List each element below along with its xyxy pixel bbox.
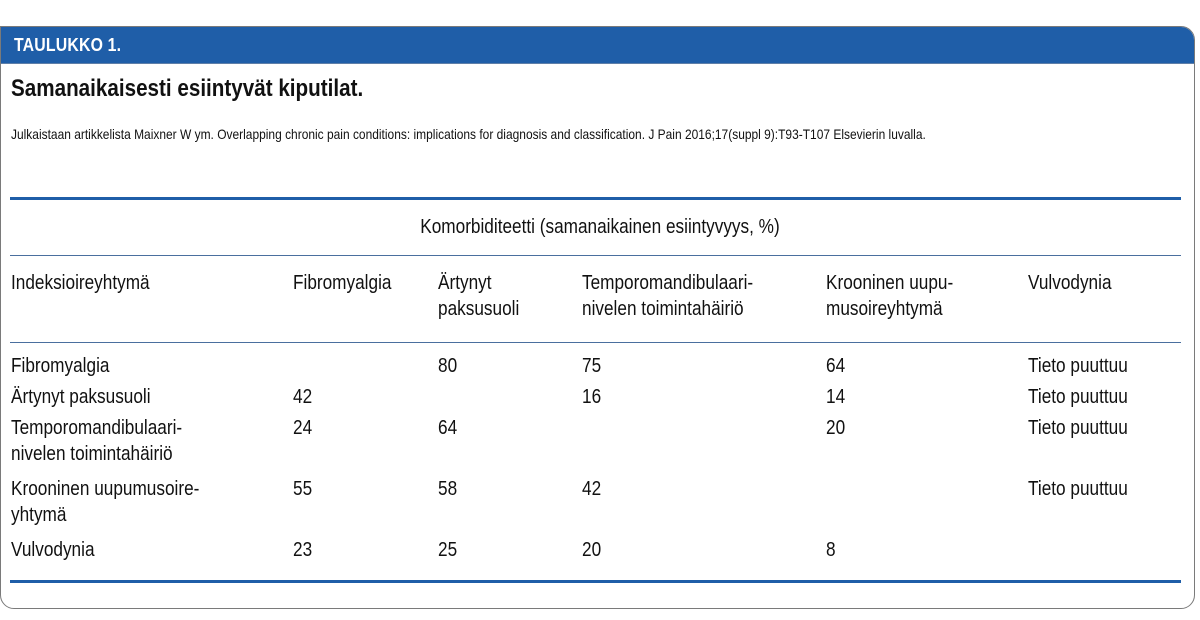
table-cell: 58 [438,478,458,500]
table-cell: Tieto puuttuu [1028,478,1128,500]
table-cell: Tieto puuttuu [1028,417,1128,439]
row-label [11,476,199,528]
table-cell: 24 [293,417,313,439]
row-label-line: nivelen toimintahäiriö [11,443,173,465]
bottom-rule [10,580,1181,583]
row-label-line: Fibromyalgia [11,355,110,377]
column-header-line: Krooninen uupu- [826,272,954,294]
table-cell: 23 [293,539,313,561]
table-cell: 20 [582,539,602,561]
row-label-line: Vulvodynia [11,539,95,561]
row-label-line: Ärtynyt paksusuoli [11,386,151,408]
column-header-line: Fibromyalgia [293,272,392,294]
table-cell: 8 [826,539,836,561]
row-label [11,384,151,410]
table-cell: 14 [826,386,846,408]
table-number-label: TAULUKKO 1. [14,35,122,55]
column-header-line: Indeksioireyhtymä [11,272,150,294]
column-header-line: Vulvodynia [1028,272,1112,294]
comorbidity-group-header [0,216,1200,239]
group-header-rule [10,255,1181,256]
column-header [438,270,519,322]
column-header-line: nivelen toimintahäiriö [582,298,744,320]
column-header-line: paksusuoli [438,298,520,320]
column-header-line: Ärtynyt [438,272,492,294]
column-header [11,270,150,296]
table-cell: 42 [293,386,313,408]
table-cell: 55 [293,478,313,500]
table-cell: 64 [826,355,846,377]
column-header [826,270,953,322]
row-label-line: Krooninen uupumusoire- [11,478,200,500]
top-rule [10,197,1181,200]
row-label-line: yhtymä [11,504,67,526]
table-cell: 80 [438,355,458,377]
column-header [582,270,753,322]
column-header-line: Temporomandibulaari- [582,272,754,294]
table-cell: 25 [438,539,458,561]
column-header [1028,270,1112,296]
column-header-line: musoireyhtymä [826,298,943,320]
table-cell: 64 [438,417,458,439]
row-label-line: Temporomandibulaari- [11,417,183,439]
table-cell: Tieto puuttuu [1028,355,1128,377]
source-citation: Julkaistaan artikkelista Maixner W ym. Overlapping chronic pain conditions: implications for diagnosis and classification. J Pain 2016;17(suppl 9):T93-T107 Elsevierin luvalla. [11,126,926,142]
table-cell: Tieto puuttuu [1028,386,1128,408]
column-header-rule [10,342,1181,343]
table-cell: 20 [826,417,846,439]
table-cell: 16 [582,386,602,408]
table-header-bar [1,27,1194,64]
comorbidity-group-header-text: Komorbiditeetti (samanaikainen esiintyvyys, %) [420,216,780,238]
row-label [11,537,95,563]
row-label [11,353,109,379]
row-label [11,415,182,467]
table-cell: 75 [582,355,602,377]
table-title: Samanaikaisesti esiintyvät kiputilat. [11,75,364,102]
column-header [293,270,391,296]
table-cell: 42 [582,478,602,500]
